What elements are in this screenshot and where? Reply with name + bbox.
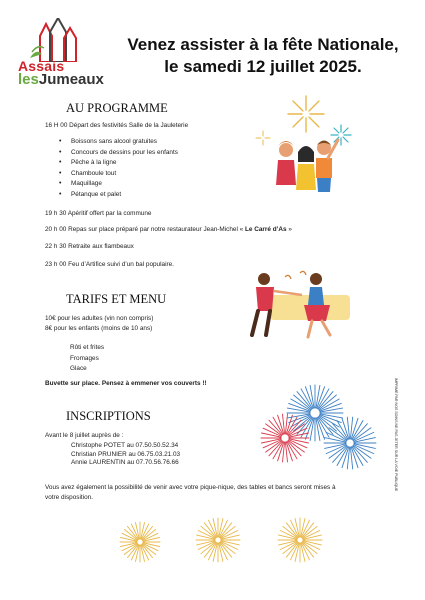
logo-les: les (18, 71, 39, 88)
title-line-2: le samedi 12 juillet 2025. (164, 57, 362, 76)
programme-retraite: 22 h 30 Retraite aux flambeaux (45, 243, 134, 250)
programme-heading: AU PROGRAMME (66, 101, 168, 115)
menu-item: Glace (70, 365, 87, 372)
gold-fireworks-row-icon (100, 515, 340, 570)
logo (18, 18, 118, 88)
repas-text: 20 h 00 Repas sur place préparé par notre restaurateur Jean-Michel « (45, 226, 245, 233)
list-item: • Concours de dessins pour les enfants (59, 148, 178, 159)
menu-item: Rôti et frites (70, 344, 105, 351)
contacts-list (71, 442, 180, 468)
buvette-note: Buvette sur place. Pensez à emmener vos couverts !! (45, 380, 207, 387)
repas-restaurant: Le Carré d’As (245, 226, 287, 233)
logo-castle-icon (28, 18, 88, 62)
inscriptions-heading: INSCRIPTIONS (66, 409, 151, 423)
menu-item: Fromages (70, 354, 99, 362)
list-item: • Maquillage (59, 179, 178, 190)
programme-start: 16 H 00 Départ des festivités Salle de la Jauleterie (45, 122, 189, 129)
programme-feu: 23 h 00 Feu d’Artifice suivi d’un bal populaire. (45, 261, 174, 268)
programme-aperitif: 19 h 30 Apéritif offert par la commune (45, 210, 152, 217)
logo-subtitle (18, 71, 104, 88)
logo-jumeaux: Jumeaux (38, 71, 104, 88)
pique-nique-note-line-1: Vous avez également la possibilité de venir avec votre pique-nique, des tables et bancs seront mises à (45, 484, 336, 491)
activities-list (59, 137, 178, 200)
logo-town-name: Assais (18, 58, 65, 74)
page-title (118, 34, 408, 78)
fireworks-burst-icon (255, 383, 385, 483)
dancers-illustration (230, 265, 365, 345)
list-item: • Pétanque et palet (59, 190, 178, 201)
contact-item: Annie LAURENTIN au 07.70.56.76.66 (71, 459, 179, 466)
contact-item: Christian PRUNIER au 06.75.03.21.03 (71, 450, 181, 458)
celebrating-people-illustration (268, 130, 343, 205)
firework-gold-icon (286, 94, 326, 134)
list-item: • Pêche à la ligne (59, 158, 178, 169)
pique-nique-note-line-2: votre disposition. (45, 494, 93, 501)
contact-item: Christophe POTET au 07.50.50.52.34 (71, 442, 179, 449)
tarifs-heading: TARIFS ET MENU (66, 292, 167, 306)
tarif-adultes: 10€ pour les adultes (vin non compris) (45, 315, 154, 322)
title-line-1: Venez assister à la fête Nationale, (127, 35, 399, 54)
list-item: • Boissons sans alcool gratuites (59, 137, 178, 148)
print-notice-text: IMPRIMÉ PAR NOS SOINS NE PAS JETER SUR LA VOIE PUBLIQUE (394, 378, 398, 492)
programme-repas (45, 226, 292, 234)
inscriptions-deadline: Avant le 8 juillet auprès de : (45, 432, 124, 439)
repas-end: » (286, 226, 292, 233)
menu-list (70, 343, 104, 375)
list-item: • Chamboule tout (59, 169, 178, 180)
tarif-enfants: 8€ pour les enfants (moins de 10 ans) (45, 325, 153, 332)
print-notice (390, 378, 402, 538)
